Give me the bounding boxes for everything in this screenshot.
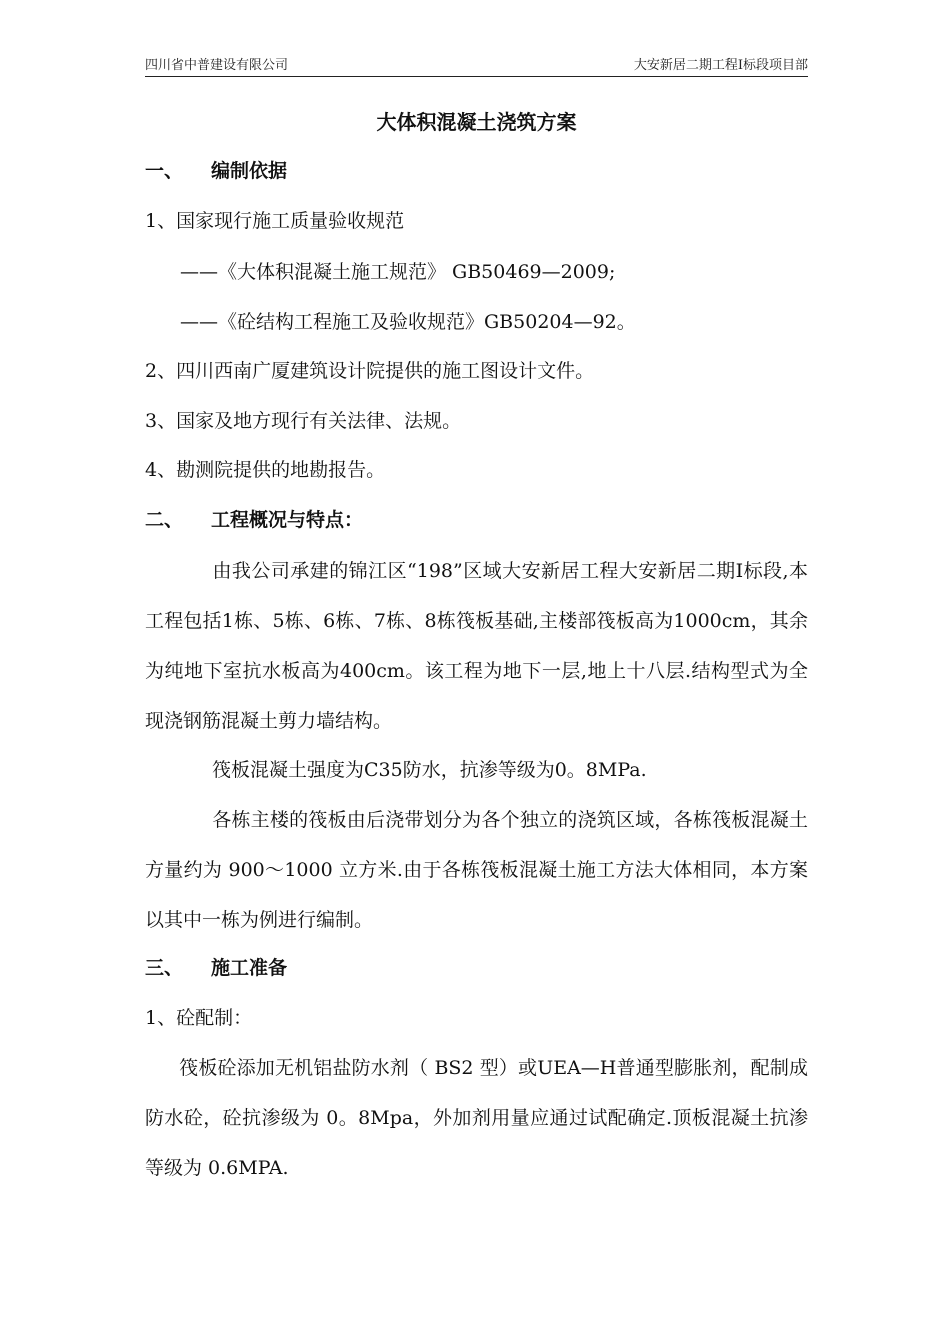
standard-reference-1: ——《大体积混凝土施工规范》 GB50469—2009; (180, 261, 616, 283)
basis-item-3: 3、国家及地方现行有关法律、法规。 (145, 410, 462, 432)
section-title: 编制依据 (211, 160, 288, 182)
page-header (145, 56, 808, 77)
basis-item-2: 2、四川西南广厦建筑设计院提供的施工图设计文件。 (145, 360, 595, 382)
paragraph-text: 各栋主楼的筏板由后浇带划分为各个独立的浇筑区域，各栋筏板混凝土方量约为 900～1000 立方米.由于各栋筏板混凝土施工方法大体相同，本方案以其中一栋为例进行编制。 (145, 809, 808, 931)
basis-item-1: 1、国家现行施工质量验收规范 (145, 210, 405, 232)
header-company: 四川省中普建设有限公司 (145, 58, 289, 73)
overview-paragraph-2 (145, 745, 808, 795)
overview-paragraph-1 (145, 546, 808, 746)
section-heading-2 (145, 506, 808, 534)
section-number: 三、 (145, 957, 184, 979)
prep-paragraph-1 (145, 1043, 808, 1193)
section-heading-3 (145, 954, 808, 982)
prep-item-1: 1、砼配制： (145, 1007, 253, 1029)
document-title: 大体积混凝土浇筑方案 (376, 110, 577, 134)
paragraph-text: 筏板砼添加无机铝盐防水剂（ BS2 型）或UEA—H普通型膨胀剂，配制成防水砼，砼抗渗级为 0。8Mpa，外加剂用量应通过试配确定.顶板混凝土抗渗等级为 0.6MPA. (145, 1057, 808, 1179)
section-heading-1 (145, 157, 808, 185)
section-number: 二、 (145, 509, 184, 531)
standard-reference-2: ——《砼结构工程施工及验收规范》GB50204—92。 (180, 311, 636, 333)
overview-paragraph-3 (145, 795, 808, 945)
header-project: 大安新居二期工程Ⅰ标段项目部 (633, 58, 808, 73)
section-number: 一、 (145, 160, 184, 182)
basis-item-4: 4、勘测院提供的地勘报告。 (145, 459, 386, 481)
paragraph-text: 由我公司承建的锦江区“198”区域大安新居工程大安新居二期Ⅰ标段,本工程包括1栋、5栋、6栋、7栋、8栋筏板基础,主楼部筏板高为1000cm，其余为纯地下室抗水板高为400cm。该工程为地下一层,地上十八层.结构型式为全现浇钢筋混凝土剪力墙结构。 (145, 560, 808, 732)
section-title: 施工准备 (211, 957, 288, 979)
section-title: 工程概况与特点： (211, 509, 364, 531)
paragraph-text: 筏板混凝土强度为C35防水，抗渗等级为0。8MPa. (212, 759, 647, 781)
